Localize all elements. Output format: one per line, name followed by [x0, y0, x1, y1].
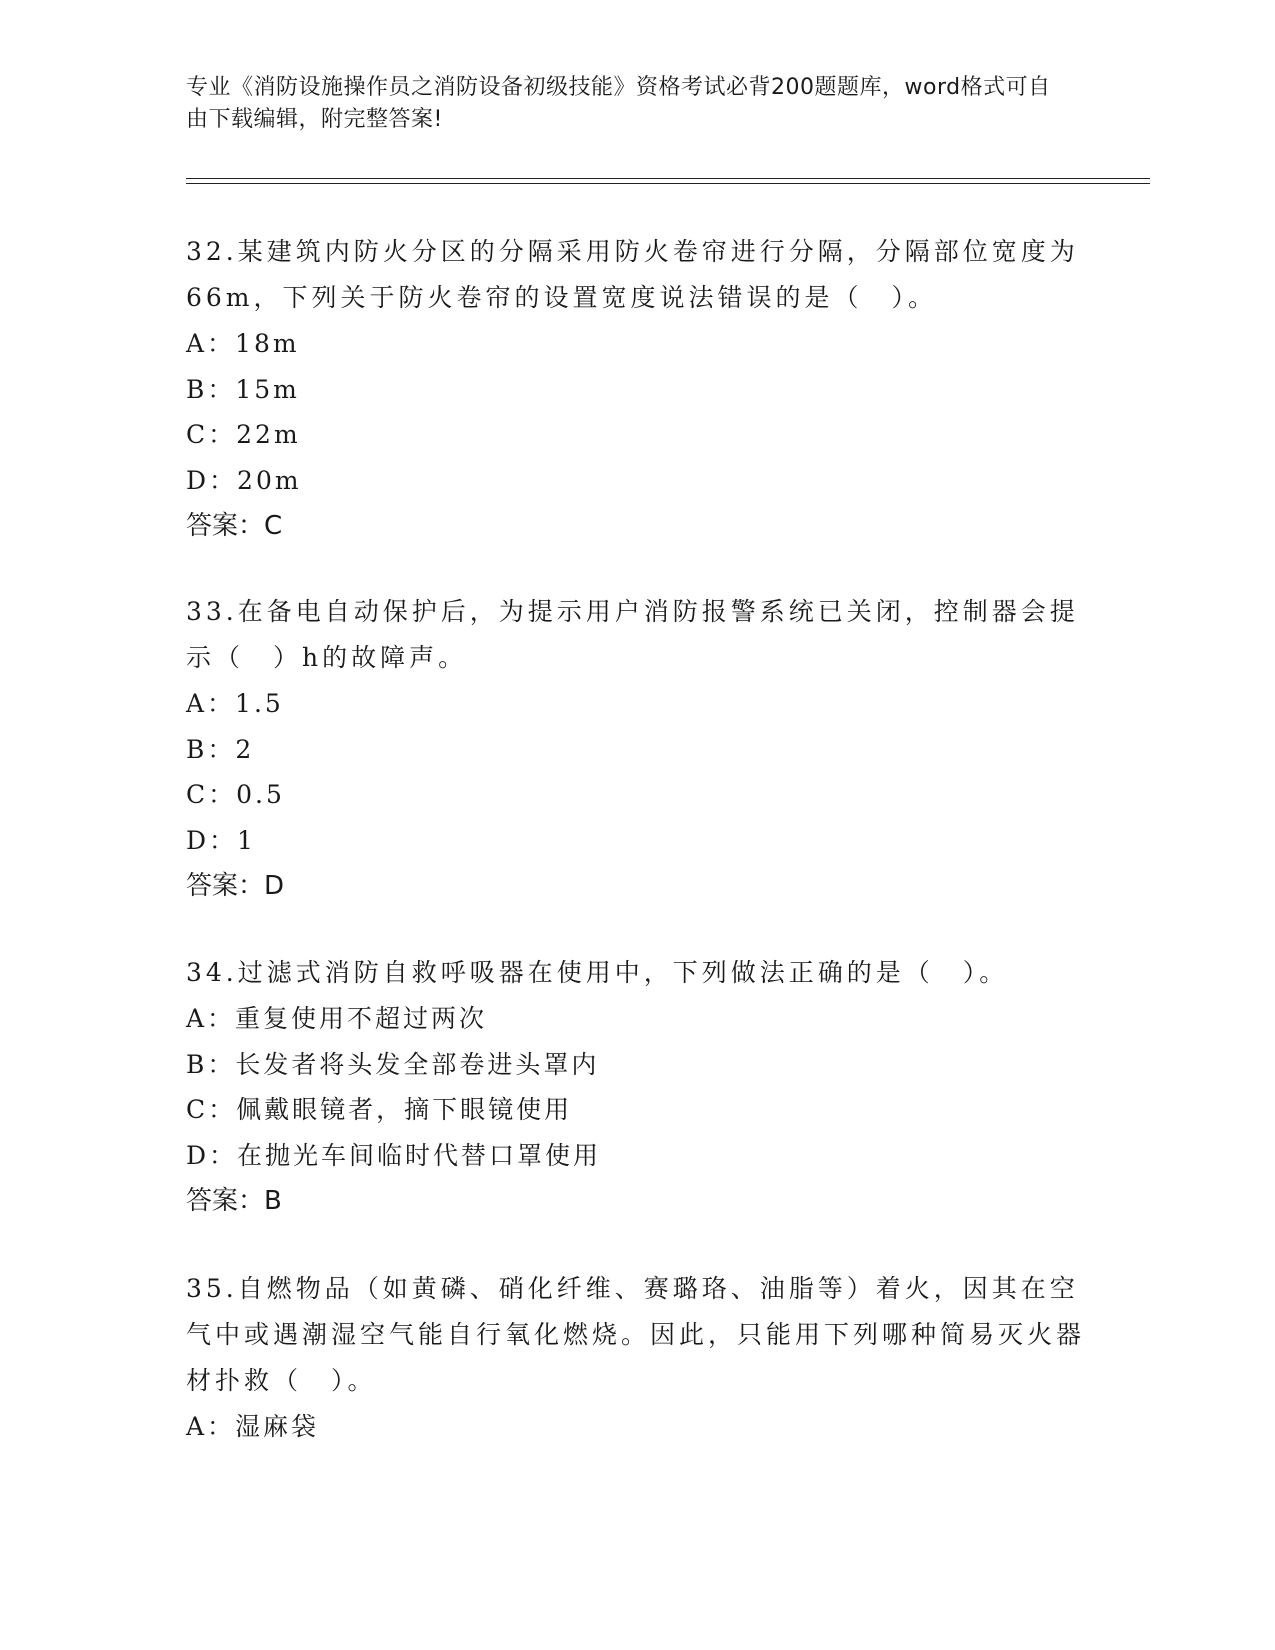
header-divider [186, 178, 1150, 179]
question-stem: 34.过滤式消防自救呼吸器在使用中，下列做法正确的是（ ）。 [186, 958, 1009, 987]
option-d: D：在抛光车间临时代替口罩使用 [186, 1140, 602, 1170]
answer: 答案：B [186, 1186, 282, 1216]
question-32 [186, 229, 1086, 549]
option-a: A：湿麻袋 [186, 1412, 320, 1441]
option-d: D：1 [186, 825, 256, 855]
option-c: C：22m [186, 420, 301, 449]
option-b: B：长发者将头发全部卷进头罩内 [186, 1049, 600, 1079]
option-d: D：20m [186, 465, 302, 495]
option-a: A：18m [186, 329, 300, 358]
question-stem: 35.自燃物品（如黄磷、硝化纤维、赛璐珞、油脂等）着火，因其在空气中或遇潮湿空气能自行氧化燃烧。因此，只能用下列哪种简易灭火器材扑救（ ）。 [186, 1274, 1086, 1395]
question-33 [186, 589, 1086, 909]
question-34 [186, 950, 1086, 1224]
header-divider-double [186, 183, 1150, 184]
question-stem: 33.在备电自动保护后，为提示用户消防报警系统已关闭，控制器会提示（ ）h的故障声。 [186, 597, 1079, 672]
answer: 答案：C [186, 511, 283, 541]
option-c: C：0.5 [186, 780, 285, 809]
option-a: A：1.5 [186, 689, 284, 718]
option-a: A：重复使用不超过两次 [186, 1004, 488, 1033]
option-b: B：15m [186, 374, 300, 404]
document-header: 专业《消防设施操作员之消防设备初级技能》资格考试必背200题题库，word格式可自由下载编辑，附完整答案! [186, 75, 1051, 132]
question-35 [186, 1266, 1086, 1450]
question-stem: 32.某建筑内防火分区的分隔采用防火卷帘进行分隔，分隔部位宽度为66m，下列关于防火卷帘的设置宽度说法错误的是（ ）。 [186, 237, 1079, 312]
option-c: C：佩戴眼镜者，摘下眼镜使用 [186, 1095, 573, 1124]
option-b: B：2 [186, 734, 255, 764]
answer: 答案：D [186, 871, 285, 901]
